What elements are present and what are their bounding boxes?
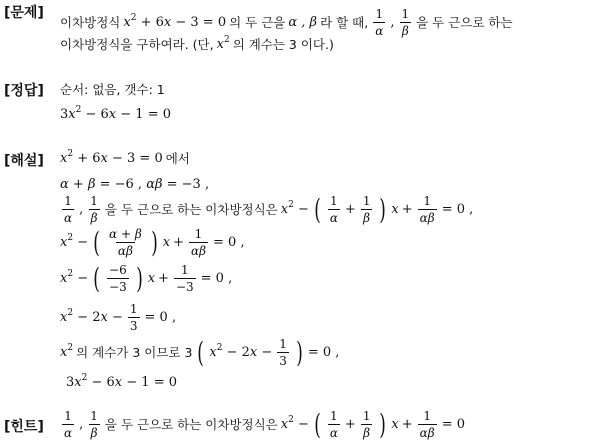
solution-equation: $x^2 + 6x - 3 = 0$ — [60, 149, 163, 166]
solution-line-4: $x^2$ − ( $\frac{\alpha + \beta}{\alpha\beta}$ ) x + $\frac{1}{\alpha\beta}$ = 0 , — [60, 225, 245, 259]
answer-meta: 순서: 없음, 갯수: 1 — [60, 82, 165, 97]
problem-line-1: 이차방정식 $x^2 + 6x - 3 = 0$ 의 두 근을 α , β 라 할 때, $\frac{1}{\alpha}$ , $\frac{1}{\beta}$ 을 두 근으로 하는 — [60, 7, 513, 38]
problem-text-4: 을 두 근으로 하는 — [416, 14, 513, 30]
problem-text-6: 의 계수는 3 이다.) — [232, 37, 334, 52]
fraction-one-over-alpha: $\frac{1}{\alpha}$ — [375, 7, 384, 38]
problem-line-2 — [60, 36, 334, 54]
solution-line-1 — [60, 150, 190, 168]
solution-final: $3x^2 - 6x - 1 = 0$ — [66, 373, 177, 390]
solution-label: [해설] — [4, 153, 44, 169]
answer-equation: $3x^2 - 6x - 1 = 0$ — [60, 105, 171, 122]
answer-label: [정답] — [4, 83, 44, 99]
solution-line-7: $x^2$ 의 계수가 3 이므로 3 ( $x^2 - 2x$ − $\frac{1}{3}$ ) = 0 , — [60, 335, 340, 369]
solution-cond-text: 을 두 근으로 하는 이차방정식은 — [104, 201, 278, 217]
hint-text: 을 두 근으로 하는 이차방정식은 — [104, 416, 278, 432]
problem-text-2: 의 두 근을 — [229, 14, 286, 30]
solution-line-6: $x^2 - 2x$ − $\frac{1}{3}$ = 0 , — [60, 302, 177, 333]
solution-line-3: $\frac{1}{\alpha}$ , $\frac{1}{\beta}$ 을 두 근으로 하는 이차방정식은 $x^2$ − ( $\frac{1}{\alpha}$ + $\frac{1}{\beta}$ ) x + $\frac{1}{\alpha\beta}$ = 0 , — [64, 192, 474, 226]
problem-text-5: 이차방정식을 구하여라. (단, — [60, 37, 214, 52]
solution-vieta: α + β = −6 , αβ = −3 , — [60, 177, 210, 192]
fraction-one-over-beta: $\frac{1}{\beta}$ — [401, 7, 410, 38]
solution-coef-text: 의 계수가 3 이므로 3 — [76, 344, 193, 360]
solution-line-5: $x^2$ − ( $\frac{-6}{-3}$ ) x + $\frac{1}{-3}$ = 0 , — [60, 261, 233, 295]
problem-roots: α , β — [288, 14, 318, 30]
problem-equation: $x^2 + 6x - 3 = 0$ — [123, 12, 227, 30]
hint-line: $\frac{1}{\alpha}$ , $\frac{1}{\beta}$ 을 두 근으로 하는 이차방정식은 $x^2$ − ( $\frac{1}{\alpha}$ + $\frac{1}{\beta}$ ) x + $\frac{1}{\alpha\beta}$ = 0 — [64, 407, 465, 441]
hint-label: [힌트] — [4, 419, 44, 435]
problem-text-3: 라 할 때, — [320, 14, 369, 30]
problem-text-1: 이차방정식 — [60, 14, 121, 30]
problem-x-squared: $x^2$ — [216, 35, 230, 52]
solution-eseo: 에서 — [165, 151, 190, 166]
problem-label: [문제] — [4, 5, 44, 21]
